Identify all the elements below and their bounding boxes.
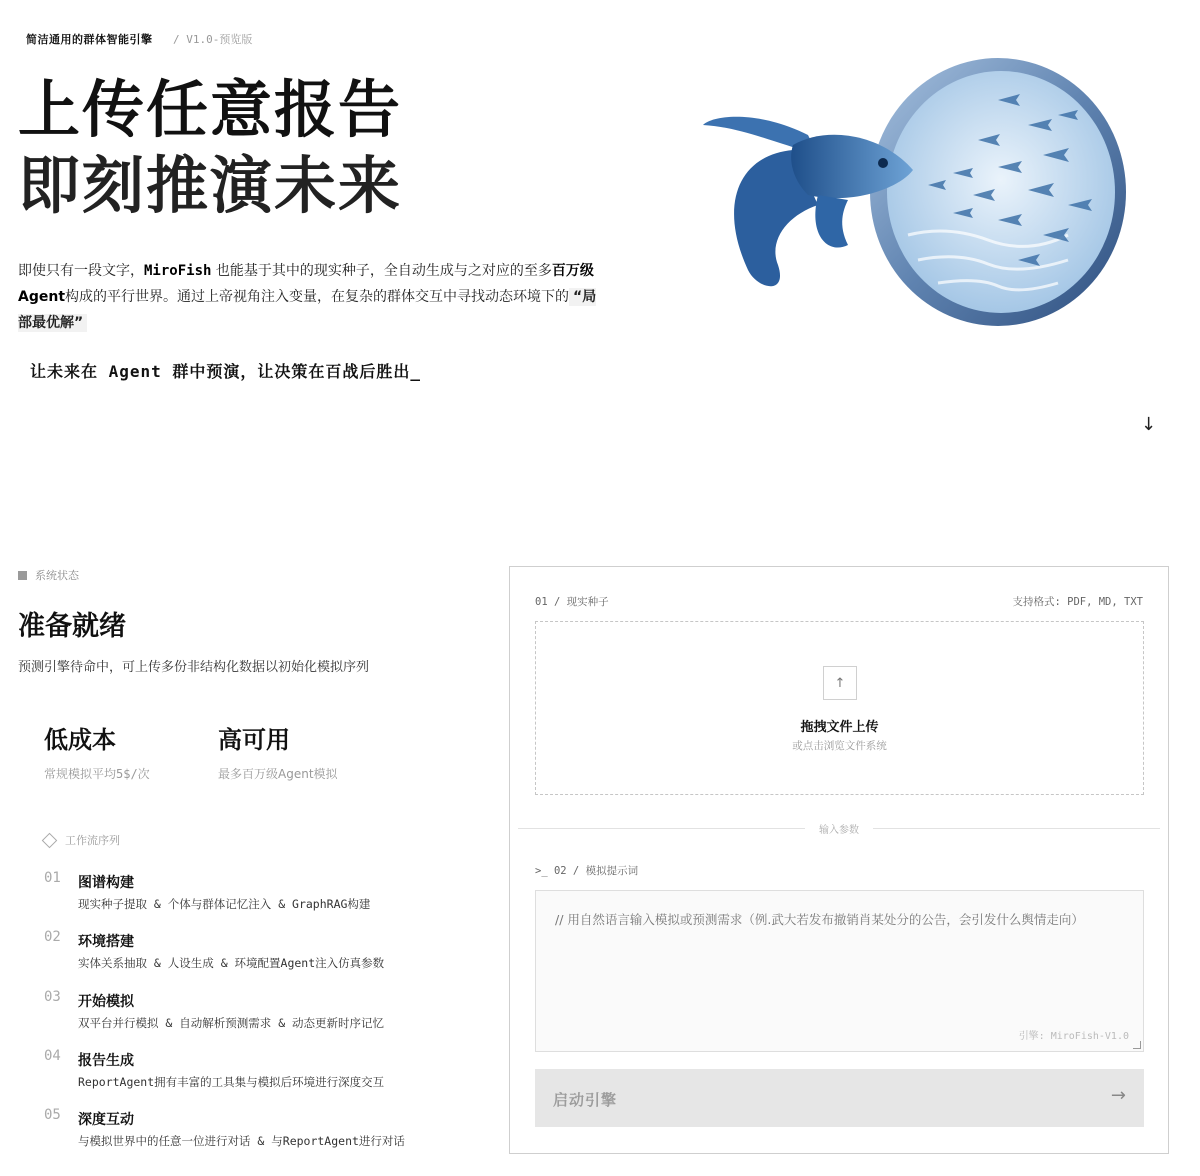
- hero-description: [18, 258, 598, 336]
- step-desc: 双平台并行模拟 & 自动解析预测需求 & 动态更新时序记忆: [78, 1015, 385, 1030]
- divider-label-text: 输入参数: [805, 825, 873, 836]
- prompt-textarea[interactable]: [535, 890, 1144, 1052]
- tagline: 简洁通用的群体智能引擎: [26, 33, 153, 46]
- step-number: 04: [44, 1047, 61, 1064]
- status-title: 准备就绪: [18, 611, 126, 642]
- workflow-step: [44, 1107, 464, 1166]
- step-title: 环境搭建: [78, 934, 134, 951]
- workflow-label: [44, 832, 120, 848]
- step-desc: 实体关系抽取 & 人设生成 & 环境配置Agent注入仿真参数: [78, 956, 385, 971]
- system-status-label: [18, 567, 79, 583]
- step-title: 图谱构建: [78, 875, 134, 891]
- desc-part-3: 构成的平行世界。通过上帝视角注入变量，在复杂的群体交互中寻找动态环境下的: [65, 289, 570, 305]
- prompt-label: >_ 02 / 模拟提示词: [535, 865, 639, 877]
- status-square-icon: [18, 571, 27, 580]
- workflow-step: [44, 870, 464, 929]
- upload-subtitle: 或点击浏览文件系统: [792, 740, 887, 752]
- step-number: 01: [44, 870, 61, 886]
- desc-bold: 百万级Agent: [18, 263, 594, 305]
- status-description: 预测引擎待命中，可上传多份非结构化数据以初始化模拟序列: [18, 660, 370, 675]
- divider-label: [510, 821, 1168, 836]
- step-number: 05: [44, 1107, 61, 1124]
- workflow-steps: [44, 870, 464, 1166]
- desc-brand: MiroFish: [144, 263, 212, 279]
- supported-formats: 支持格式: PDF, MD, TXT: [1012, 596, 1143, 608]
- upload-arrow-icon: ↑: [823, 666, 857, 700]
- metric-title: 高可用: [218, 726, 290, 754]
- betta-ventral-fin: [815, 195, 848, 248]
- step-desc: ReportAgent拥有丰富的工具集与模拟后环境进行深度交互: [78, 1074, 385, 1089]
- headline-line-1: 上传任意报告: [18, 73, 403, 146]
- step-number: 02: [44, 929, 61, 946]
- launch-engine-button[interactable]: [535, 1069, 1144, 1127]
- workflow-step: [44, 929, 464, 988]
- headline-line-2: 即刻推演未来: [18, 149, 403, 222]
- seed-label: 01 / 现实种子: [535, 596, 609, 608]
- workflow-label-text: 工作流序列: [65, 834, 120, 847]
- step-desc: 现实种子提取 & 个体与群体记忆注入 & GraphRAG构建: [78, 897, 371, 911]
- mirror-glass: [887, 71, 1115, 313]
- engine-label: 引擎: MiroFish-V1.0: [1018, 1031, 1129, 1042]
- prompt-placeholder: // 用自然语言输入模拟或预测需求（例.武大若发布撤销肖某处分的公告，会引发什么舆情走向）: [555, 912, 1084, 927]
- step-number: 03: [44, 988, 61, 1005]
- metric-high-availability: [218, 720, 338, 782]
- engine-console: [509, 566, 1169, 1154]
- step-title: 开始模拟: [78, 993, 134, 1010]
- betta-eye: [878, 158, 888, 168]
- upload-title: 拖拽文件上传: [800, 720, 879, 735]
- system-status-text: 系统状态: [35, 569, 79, 582]
- step-desc: 与模拟世界中的任意一位进行对话 & 与ReportAgent进行对话: [78, 1134, 405, 1149]
- diamond-icon: [42, 832, 58, 848]
- desc-part-1: 即使只有一段文字，: [18, 263, 144, 279]
- fish-mirror-illustration: [698, 55, 1138, 330]
- desc-part-2: 也能基于其中的现实种子，全自动生成与之对应的至多: [211, 263, 552, 279]
- arrow-right-icon: →: [1110, 1085, 1126, 1106]
- workflow-step: [44, 989, 464, 1048]
- step-title: 报告生成: [78, 1052, 134, 1069]
- version-label: / V1.0-预览版: [173, 33, 253, 46]
- metric-subtitle: 最多百万级Agent模拟: [218, 767, 338, 781]
- scroll-down-icon[interactable]: ↓: [1141, 414, 1157, 435]
- hero-headline: [18, 72, 402, 224]
- slogan: 让未来在 Agent 群中预演，让决策在百战后胜出_: [30, 362, 422, 381]
- metric-low-cost: [44, 720, 150, 782]
- step-title: 深度互动: [78, 1112, 134, 1129]
- launch-label: 启动引擎: [553, 1091, 618, 1109]
- desc-highlight: “局部最优解”: [18, 289, 597, 331]
- workflow-step: [44, 1048, 464, 1107]
- metric-subtitle: 常规模拟平均5$/次: [44, 767, 150, 781]
- file-dropzone[interactable]: [535, 621, 1144, 795]
- resize-handle-icon[interactable]: [1133, 1041, 1141, 1049]
- metric-title: 低成本: [44, 726, 116, 754]
